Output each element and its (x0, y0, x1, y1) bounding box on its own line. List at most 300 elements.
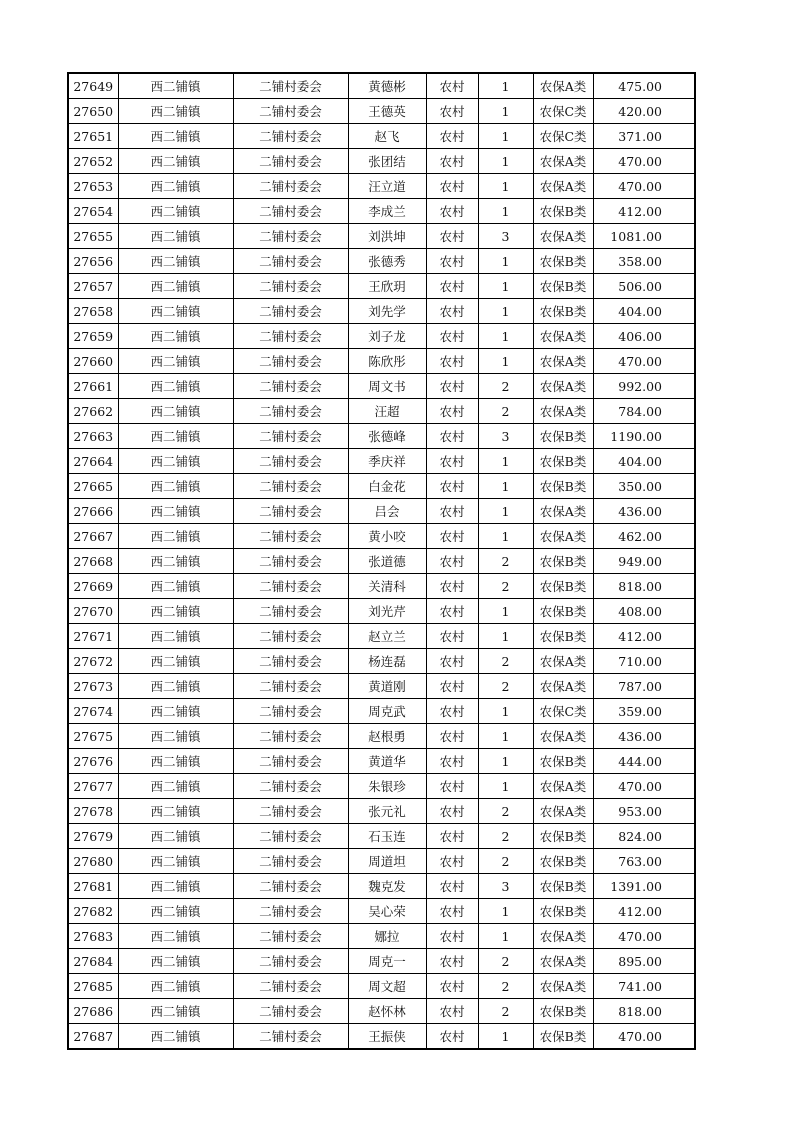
insurance-category-cell: 农保A类 (533, 499, 593, 524)
amount-cell: 470.00 (593, 774, 695, 799)
village-committee-cell: 二铺村委会 (233, 399, 348, 424)
record-id-cell: 27675 (68, 724, 118, 749)
amount-cell: 475.00 (593, 73, 695, 99)
table-row (68, 924, 695, 949)
record-id-cell: 27683 (68, 924, 118, 949)
insurance-category-cell: 农保C类 (533, 699, 593, 724)
household-type-cell: 农村 (426, 549, 478, 574)
insurance-category-cell: 农保A类 (533, 224, 593, 249)
record-id-cell: 27687 (68, 1024, 118, 1050)
member-count-cell: 1 (478, 499, 533, 524)
insurance-category-cell: 农保B类 (533, 1024, 593, 1050)
town-cell: 西二铺镇 (118, 874, 233, 899)
amount-cell: 763.00 (593, 849, 695, 874)
person-name-cell: 王德英 (348, 99, 426, 124)
village-committee-cell: 二铺村委会 (233, 974, 348, 999)
person-name-cell: 周道坦 (348, 849, 426, 874)
insurance-category-cell: 农保B类 (533, 874, 593, 899)
insurance-category-cell: 农保A类 (533, 799, 593, 824)
household-type-cell: 农村 (426, 974, 478, 999)
member-count-cell: 1 (478, 449, 533, 474)
table-row (68, 349, 695, 374)
person-name-cell: 吕会 (348, 499, 426, 524)
person-name-cell: 黄德彬 (348, 73, 426, 99)
town-cell: 西二铺镇 (118, 274, 233, 299)
person-name-cell: 娜拉 (348, 924, 426, 949)
town-cell: 西二铺镇 (118, 699, 233, 724)
town-cell: 西二铺镇 (118, 924, 233, 949)
household-type-cell: 农村 (426, 474, 478, 499)
town-cell: 西二铺镇 (118, 499, 233, 524)
household-type-cell: 农村 (426, 199, 478, 224)
member-count-cell: 1 (478, 899, 533, 924)
allowance-table (67, 72, 696, 1050)
town-cell: 西二铺镇 (118, 399, 233, 424)
household-type-cell: 农村 (426, 449, 478, 474)
amount-cell: 470.00 (593, 1024, 695, 1050)
record-id-cell: 27673 (68, 674, 118, 699)
amount-cell: 444.00 (593, 749, 695, 774)
village-committee-cell: 二铺村委会 (233, 874, 348, 899)
household-type-cell: 农村 (426, 399, 478, 424)
member-count-cell: 2 (478, 974, 533, 999)
village-committee-cell: 二铺村委会 (233, 174, 348, 199)
record-id-cell: 27674 (68, 699, 118, 724)
village-committee-cell: 二铺村委会 (233, 199, 348, 224)
household-type-cell: 农村 (426, 599, 478, 624)
insurance-category-cell: 农保A类 (533, 149, 593, 174)
village-committee-cell: 二铺村委会 (233, 1024, 348, 1050)
person-name-cell: 刘光芹 (348, 599, 426, 624)
record-id-cell: 27678 (68, 799, 118, 824)
village-committee-cell: 二铺村委会 (233, 699, 348, 724)
table-row (68, 874, 695, 899)
town-cell: 西二铺镇 (118, 149, 233, 174)
insurance-category-cell: 农保A类 (533, 324, 593, 349)
record-id-cell: 27649 (68, 73, 118, 99)
insurance-category-cell: 农保B类 (533, 249, 593, 274)
village-committee-cell: 二铺村委会 (233, 124, 348, 149)
amount-cell: 824.00 (593, 824, 695, 849)
household-type-cell: 农村 (426, 73, 478, 99)
household-type-cell: 农村 (426, 699, 478, 724)
village-committee-cell: 二铺村委会 (233, 824, 348, 849)
member-count-cell: 1 (478, 724, 533, 749)
record-id-cell: 27651 (68, 124, 118, 149)
amount-cell: 1190.00 (593, 424, 695, 449)
record-id-cell: 27650 (68, 99, 118, 124)
household-type-cell: 农村 (426, 874, 478, 899)
table-row (68, 424, 695, 449)
amount-cell: 741.00 (593, 974, 695, 999)
record-id-cell: 27666 (68, 499, 118, 524)
town-cell: 西二铺镇 (118, 849, 233, 874)
town-cell: 西二铺镇 (118, 999, 233, 1024)
member-count-cell: 1 (478, 1024, 533, 1050)
record-id-cell: 27681 (68, 874, 118, 899)
village-committee-cell: 二铺村委会 (233, 449, 348, 474)
record-id-cell: 27668 (68, 549, 118, 574)
insurance-category-cell: 农保A类 (533, 524, 593, 549)
village-committee-cell: 二铺村委会 (233, 374, 348, 399)
town-cell: 西二铺镇 (118, 624, 233, 649)
insurance-category-cell: 农保B类 (533, 999, 593, 1024)
table-row (68, 324, 695, 349)
household-type-cell: 农村 (426, 374, 478, 399)
amount-cell: 895.00 (593, 949, 695, 974)
village-committee-cell: 二铺村委会 (233, 349, 348, 374)
record-id-cell: 27682 (68, 899, 118, 924)
table-row (68, 249, 695, 274)
amount-cell: 371.00 (593, 124, 695, 149)
record-id-cell: 27652 (68, 149, 118, 174)
member-count-cell: 1 (478, 624, 533, 649)
town-cell: 西二铺镇 (118, 574, 233, 599)
amount-cell: 818.00 (593, 999, 695, 1024)
record-id-cell: 27684 (68, 949, 118, 974)
table-row (68, 299, 695, 324)
table-row (68, 99, 695, 124)
insurance-category-cell: 农保B类 (533, 274, 593, 299)
household-type-cell: 农村 (426, 224, 478, 249)
village-committee-cell: 二铺村委会 (233, 949, 348, 974)
household-type-cell: 农村 (426, 349, 478, 374)
insurance-category-cell: 农保B类 (533, 899, 593, 924)
household-type-cell: 农村 (426, 174, 478, 199)
village-committee-cell: 二铺村委会 (233, 524, 348, 549)
person-name-cell: 黄道华 (348, 749, 426, 774)
town-cell: 西二铺镇 (118, 549, 233, 574)
table-row (68, 999, 695, 1024)
member-count-cell: 3 (478, 874, 533, 899)
town-cell: 西二铺镇 (118, 124, 233, 149)
amount-cell: 462.00 (593, 524, 695, 549)
village-committee-cell: 二铺村委会 (233, 599, 348, 624)
table-row (68, 474, 695, 499)
table-row (68, 549, 695, 574)
record-id-cell: 27658 (68, 299, 118, 324)
insurance-category-cell: 农保A类 (533, 924, 593, 949)
table-row (68, 499, 695, 524)
record-id-cell: 27667 (68, 524, 118, 549)
insurance-category-cell: 农保A类 (533, 974, 593, 999)
person-name-cell: 石玉连 (348, 824, 426, 849)
household-type-cell: 农村 (426, 124, 478, 149)
village-committee-cell: 二铺村委会 (233, 73, 348, 99)
insurance-category-cell: 农保A类 (533, 349, 593, 374)
member-count-cell: 1 (478, 124, 533, 149)
amount-cell: 470.00 (593, 149, 695, 174)
person-name-cell: 张元礼 (348, 799, 426, 824)
insurance-category-cell: 农保A类 (533, 774, 593, 799)
record-id-cell: 27654 (68, 199, 118, 224)
person-name-cell: 季庆祥 (348, 449, 426, 474)
table-row (68, 449, 695, 474)
amount-cell: 436.00 (593, 724, 695, 749)
table-row (68, 224, 695, 249)
table-row (68, 974, 695, 999)
amount-cell: 436.00 (593, 499, 695, 524)
person-name-cell: 关清科 (348, 574, 426, 599)
town-cell: 西二铺镇 (118, 524, 233, 549)
town-cell: 西二铺镇 (118, 599, 233, 624)
village-committee-cell: 二铺村委会 (233, 624, 348, 649)
village-committee-cell: 二铺村委会 (233, 924, 348, 949)
household-type-cell: 农村 (426, 574, 478, 599)
record-id-cell: 27662 (68, 399, 118, 424)
town-cell: 西二铺镇 (118, 724, 233, 749)
member-count-cell: 1 (478, 274, 533, 299)
member-count-cell: 2 (478, 849, 533, 874)
household-type-cell: 农村 (426, 149, 478, 174)
record-id-cell: 27660 (68, 349, 118, 374)
village-committee-cell: 二铺村委会 (233, 674, 348, 699)
amount-cell: 506.00 (593, 274, 695, 299)
person-name-cell: 张团结 (348, 149, 426, 174)
town-cell: 西二铺镇 (118, 674, 233, 699)
town-cell: 西二铺镇 (118, 449, 233, 474)
insurance-category-cell: 农保B类 (533, 824, 593, 849)
insurance-category-cell: 农保A类 (533, 649, 593, 674)
town-cell: 西二铺镇 (118, 424, 233, 449)
amount-cell: 818.00 (593, 574, 695, 599)
person-name-cell: 刘子龙 (348, 324, 426, 349)
amount-cell: 408.00 (593, 599, 695, 624)
town-cell: 西二铺镇 (118, 799, 233, 824)
village-committee-cell: 二铺村委会 (233, 224, 348, 249)
household-type-cell: 农村 (426, 799, 478, 824)
member-count-cell: 1 (478, 324, 533, 349)
table-row (68, 524, 695, 549)
member-count-cell: 1 (478, 73, 533, 99)
town-cell: 西二铺镇 (118, 649, 233, 674)
member-count-cell: 1 (478, 924, 533, 949)
member-count-cell: 2 (478, 799, 533, 824)
amount-cell: 949.00 (593, 549, 695, 574)
insurance-category-cell: 农保A类 (533, 374, 593, 399)
town-cell: 西二铺镇 (118, 73, 233, 99)
member-count-cell: 2 (478, 674, 533, 699)
record-id-cell: 27686 (68, 999, 118, 1024)
person-name-cell: 黄道刚 (348, 674, 426, 699)
village-committee-cell: 二铺村委会 (233, 574, 348, 599)
person-name-cell: 赵怀林 (348, 999, 426, 1024)
town-cell: 西二铺镇 (118, 299, 233, 324)
record-id-cell: 27680 (68, 849, 118, 874)
amount-cell: 420.00 (593, 99, 695, 124)
household-type-cell: 农村 (426, 999, 478, 1024)
record-id-cell: 27685 (68, 974, 118, 999)
amount-cell: 470.00 (593, 174, 695, 199)
table-row (68, 749, 695, 774)
table-row (68, 849, 695, 874)
amount-cell: 953.00 (593, 799, 695, 824)
town-cell: 西二铺镇 (118, 324, 233, 349)
household-type-cell: 农村 (426, 324, 478, 349)
table-row (68, 374, 695, 399)
amount-cell: 787.00 (593, 674, 695, 699)
table-row (68, 674, 695, 699)
village-committee-cell: 二铺村委会 (233, 499, 348, 524)
village-committee-cell: 二铺村委会 (233, 474, 348, 499)
table-body (68, 73, 695, 1049)
amount-cell: 710.00 (593, 649, 695, 674)
table-row (68, 624, 695, 649)
person-name-cell: 周克武 (348, 699, 426, 724)
person-name-cell: 赵根勇 (348, 724, 426, 749)
person-name-cell: 赵立兰 (348, 624, 426, 649)
household-type-cell: 农村 (426, 499, 478, 524)
village-committee-cell: 二铺村委会 (233, 424, 348, 449)
record-id-cell: 27665 (68, 474, 118, 499)
town-cell: 西二铺镇 (118, 974, 233, 999)
amount-cell: 1081.00 (593, 224, 695, 249)
member-count-cell: 1 (478, 149, 533, 174)
insurance-category-cell: 农保A类 (533, 73, 593, 99)
table-row (68, 899, 695, 924)
insurance-category-cell: 农保A类 (533, 399, 593, 424)
person-name-cell: 李成兰 (348, 199, 426, 224)
person-name-cell: 汪立道 (348, 174, 426, 199)
person-name-cell: 周克一 (348, 949, 426, 974)
person-name-cell: 黄小咬 (348, 524, 426, 549)
village-committee-cell: 二铺村委会 (233, 899, 348, 924)
insurance-category-cell: 农保B类 (533, 449, 593, 474)
amount-cell: 470.00 (593, 349, 695, 374)
table-row (68, 274, 695, 299)
town-cell: 西二铺镇 (118, 249, 233, 274)
town-cell: 西二铺镇 (118, 349, 233, 374)
member-count-cell: 3 (478, 224, 533, 249)
record-id-cell: 27677 (68, 774, 118, 799)
person-name-cell: 周文书 (348, 374, 426, 399)
member-count-cell: 1 (478, 774, 533, 799)
town-cell: 西二铺镇 (118, 899, 233, 924)
table-row (68, 799, 695, 824)
insurance-category-cell: 农保B类 (533, 199, 593, 224)
record-id-cell: 27661 (68, 374, 118, 399)
insurance-category-cell: 农保A类 (533, 674, 593, 699)
table-row (68, 699, 695, 724)
amount-cell: 350.00 (593, 474, 695, 499)
person-name-cell: 陈欣彤 (348, 349, 426, 374)
person-name-cell: 杨连磊 (348, 649, 426, 674)
table-row (68, 724, 695, 749)
amount-cell: 404.00 (593, 449, 695, 474)
record-id-cell: 27656 (68, 249, 118, 274)
village-committee-cell: 二铺村委会 (233, 99, 348, 124)
member-count-cell: 2 (478, 824, 533, 849)
village-committee-cell: 二铺村委会 (233, 249, 348, 274)
member-count-cell: 2 (478, 374, 533, 399)
person-name-cell: 汪超 (348, 399, 426, 424)
town-cell: 西二铺镇 (118, 199, 233, 224)
village-committee-cell: 二铺村委会 (233, 649, 348, 674)
household-type-cell: 农村 (426, 249, 478, 274)
person-name-cell: 刘洪坤 (348, 224, 426, 249)
village-committee-cell: 二铺村委会 (233, 799, 348, 824)
amount-cell: 992.00 (593, 374, 695, 399)
insurance-category-cell: 农保A类 (533, 949, 593, 974)
table-row (68, 149, 695, 174)
amount-cell: 359.00 (593, 699, 695, 724)
insurance-category-cell: 农保B类 (533, 599, 593, 624)
household-type-cell: 农村 (426, 774, 478, 799)
household-type-cell: 农村 (426, 924, 478, 949)
household-type-cell: 农村 (426, 1024, 478, 1050)
member-count-cell: 1 (478, 699, 533, 724)
member-count-cell: 3 (478, 424, 533, 449)
household-type-cell: 农村 (426, 949, 478, 974)
table-row (68, 574, 695, 599)
household-type-cell: 农村 (426, 649, 478, 674)
person-name-cell: 刘先学 (348, 299, 426, 324)
record-id-cell: 27655 (68, 224, 118, 249)
insurance-category-cell: 农保C类 (533, 99, 593, 124)
village-committee-cell: 二铺村委会 (233, 299, 348, 324)
record-id-cell: 27653 (68, 174, 118, 199)
insurance-category-cell: 农保B类 (533, 749, 593, 774)
household-type-cell: 农村 (426, 524, 478, 549)
table-row (68, 399, 695, 424)
village-committee-cell: 二铺村委会 (233, 549, 348, 574)
record-id-cell: 27676 (68, 749, 118, 774)
insurance-category-cell: 农保B类 (533, 474, 593, 499)
record-id-cell: 27672 (68, 649, 118, 674)
insurance-category-cell: 农保A类 (533, 724, 593, 749)
household-type-cell: 农村 (426, 99, 478, 124)
table-row (68, 199, 695, 224)
town-cell: 西二铺镇 (118, 99, 233, 124)
record-id-cell: 27663 (68, 424, 118, 449)
person-name-cell: 张道德 (348, 549, 426, 574)
table-row (68, 1024, 695, 1050)
person-name-cell: 周文超 (348, 974, 426, 999)
person-name-cell: 王振侠 (348, 1024, 426, 1050)
insurance-category-cell: 农保B类 (533, 299, 593, 324)
town-cell: 西二铺镇 (118, 474, 233, 499)
village-committee-cell: 二铺村委会 (233, 324, 348, 349)
person-name-cell: 白金花 (348, 474, 426, 499)
member-count-cell: 1 (478, 199, 533, 224)
household-type-cell: 农村 (426, 824, 478, 849)
town-cell: 西二铺镇 (118, 824, 233, 849)
household-type-cell: 农村 (426, 724, 478, 749)
member-count-cell: 2 (478, 549, 533, 574)
insurance-category-cell: 农保B类 (533, 624, 593, 649)
household-type-cell: 农村 (426, 274, 478, 299)
member-count-cell: 2 (478, 574, 533, 599)
member-count-cell: 1 (478, 749, 533, 774)
amount-cell: 358.00 (593, 249, 695, 274)
member-count-cell: 1 (478, 524, 533, 549)
town-cell: 西二铺镇 (118, 749, 233, 774)
record-id-cell: 27671 (68, 624, 118, 649)
person-name-cell: 朱银珍 (348, 774, 426, 799)
insurance-category-cell: 农保C类 (533, 124, 593, 149)
record-id-cell: 27657 (68, 274, 118, 299)
record-id-cell: 27679 (68, 824, 118, 849)
table-row (68, 174, 695, 199)
amount-cell: 412.00 (593, 199, 695, 224)
amount-cell: 1391.00 (593, 874, 695, 899)
member-count-cell: 1 (478, 299, 533, 324)
person-name-cell: 王欣玥 (348, 274, 426, 299)
town-cell: 西二铺镇 (118, 774, 233, 799)
village-committee-cell: 二铺村委会 (233, 274, 348, 299)
household-type-cell: 农村 (426, 849, 478, 874)
town-cell: 西二铺镇 (118, 374, 233, 399)
